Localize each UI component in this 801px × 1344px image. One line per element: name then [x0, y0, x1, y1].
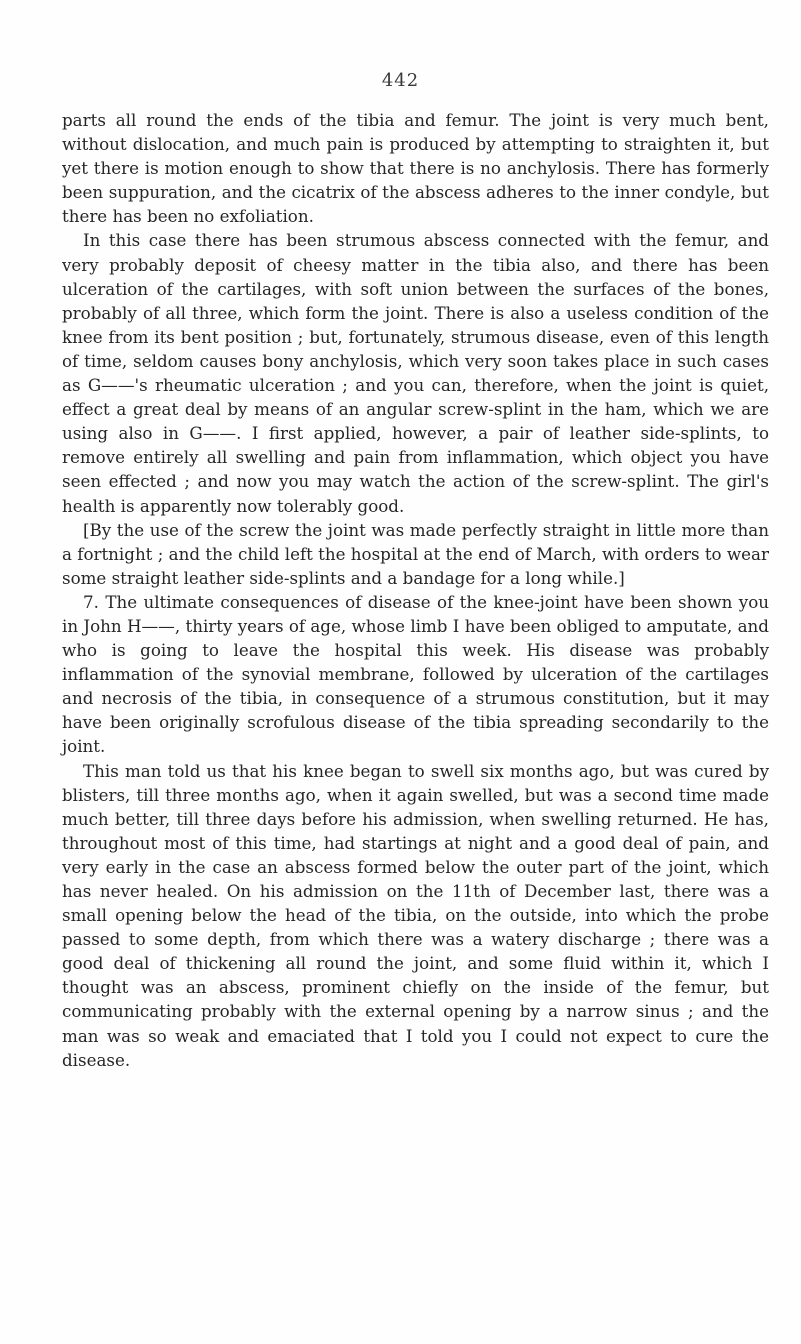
paragraph-continuation: parts all round the ends of the tibia and femur. The joint is very much bent, without dislocation, and much pain is produced by attempting to straighten it, but yet there is motion enough to show that there is no anchylosis. There has formerly been suppuration, and the cicatrix of the abscess adheres to the inner condyle, but there has been no exfoliation. — [62, 110, 769, 227]
paragraph-strumous-abscess: In this case there has been strumous abscess connected with the femur, and very probably deposit of cheesy matter in the tibia also, and there has been ulceration of the cartilages, with soft union between the surfaces of the bones, probably of all three, which form the joint. There is also a useless condition of the knee from its bent position ; but, fortunately, strumous disease, even of this length of time, seldom causes bony anchylosis, which very soon takes place in such cases as G——'s rheumatic ulceration ; and you can, therefore, when the joint is quiet, effect a great deal by means of an angular screw-splint in the ham, which we are using also in G——. I first applied, however, a pair of leather side-splints, to remove entirely all swelling and pain from inflammation, which object you have seen effected ; and now you may watch the action of the screw-splint. The girl's health is apparently now tolerably good. — [62, 230, 769, 516]
paragraph-patient-history: This man told us that his knee began to swell six months ago, but was cured by blisters, till three months ago, when it again swelled, but was a second time made much better, till three days before his admission, when swelling returned. He has, throughout most of this time, had startings at night and a good deal of pain, and very early in the case an abscess formed below the outer part of the joint, which has never healed. On his admission on the 11th of December last, there was a small opening below the head of the tibia, on the outside, into which the probe passed to some depth, from which there was a watery discharge ; there was a good deal of thickening all round the joint, and some fluid within it, which I thought was an abscess, prominent chiefly on the inside of the femur, but communicating probably with the external opening by a narrow sinus ; and the man was so weak and emaciated that I told you I could not expect to cure the disease. — [62, 760, 769, 1070]
paragraph-case-seven: 7. The ultimate consequences of disease of the knee-joint have been shown you in John H——, thirty years of age, whose limb I have been obliged to amputate, and who is going to leave the hospital this week. His disease was probably inflammation of the synovial membrane, followed by ulceration of the cartilages and necrosis of the tibia, in consequence of a strumous constitution, but it may have been originally scrofulous disease of the tibia spreading secondarily to the joint. — [62, 591, 769, 757]
paragraph-bracketed-note: [By the use of the screw the joint was made perfectly straight in little more than a fortnight ; and the child left the hospital at the end of March, with orders to wear some straight leather side-splints and a bandage for a long while.] — [62, 519, 769, 588]
body-text — [62, 108, 769, 1072]
page-number: 442 — [381, 70, 420, 91]
